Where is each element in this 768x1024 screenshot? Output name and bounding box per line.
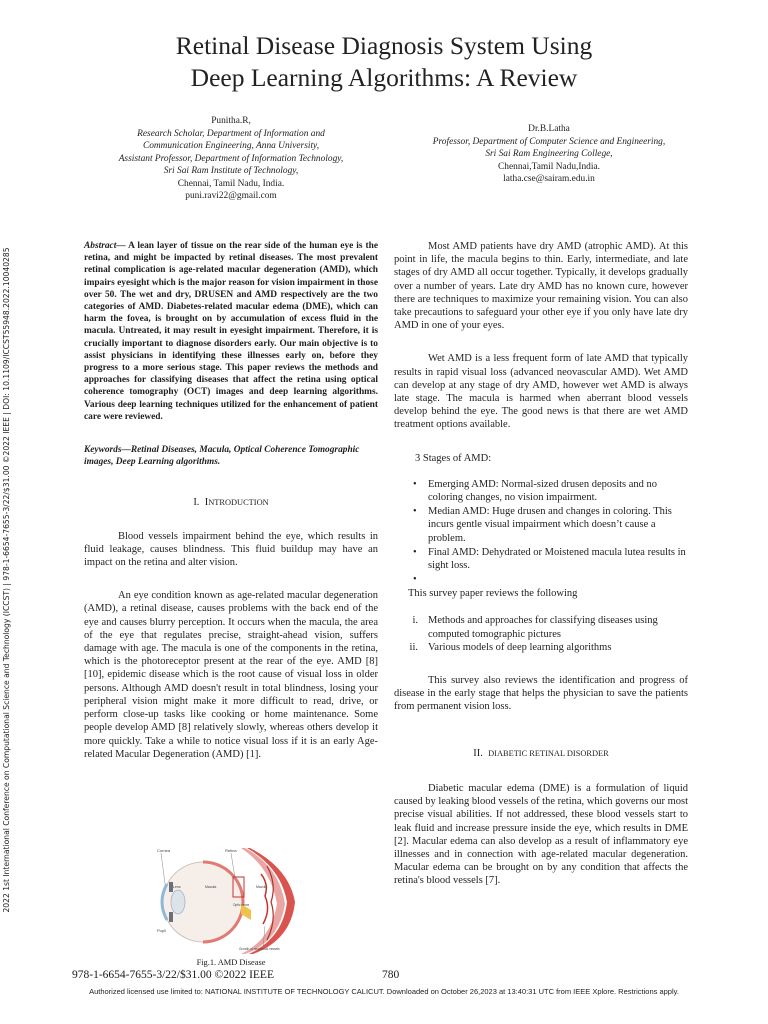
paper-title	[0, 30, 768, 94]
author-right-email: latha.cse@sairam.edu.in	[503, 174, 595, 184]
stage-text-emerging: Emerging AMD: Normal-sized drusen deposits and no coloring changes, no vision impairment.	[428, 478, 658, 504]
footer-isbn: 978-1-6654-7655-3/22/$31.00 ©2022 IEEE	[72, 969, 274, 981]
author-right-affiliation-1: Professor, Department of Computer Science and Engineering,	[432, 136, 666, 147]
license-disclaimer: Authorized licensed use limited to: NATIONAL INSTITUTE OF TECHNOLOGY CALICUT. Downloaded on October 26,2023 at 13:40:31 UTC from IEEE Xplore. Restrictions apply.	[89, 987, 679, 996]
section-heading-diabetic	[394, 747, 688, 760]
author-left-email: puni.ravi22@gmail.com	[185, 191, 277, 201]
author-left-affiliation-4: Sri Sai Ram Institute of Technology,	[163, 166, 299, 176]
label-optic-nerve: Optic nerve	[233, 903, 250, 907]
stage-item-final	[394, 546, 688, 572]
review-item-2-number: ii.	[409, 641, 418, 653]
lens-shape	[171, 890, 185, 914]
label-retina: Retina	[225, 848, 237, 853]
bullet-icon: •	[413, 478, 417, 490]
conference-side-strip	[1, 218, 13, 942]
author-left-affiliation-1: Research Scholar, Department of Information and	[137, 128, 325, 139]
survey-paragraph: This survey also reviews the identification and progress of disease in the early stage that helps the physician to save the patients from permanent vision loss.	[394, 675, 688, 713]
dme-paragraph: Diabetic macular edema (DME) is a formulation of liquid caused by leaking blood vessels of the retina, which governs our most precise visual abilities. If not addressed, these blood vessels start to leak fluid and increase pressure inside the eye, which results in DME [2]. Macular edema can also develop as a result of inflammatory eye illnesses and in connection with age-related macular degeneration. Macular edema can be brought on by any condition that affects the retina's blood vessels [7].	[394, 782, 688, 887]
intro-paragraph-2: An eye condition known as age-related macular degeneration (AMD), a retinal disease, causes problems with the back end of the eye and causes blurry perception. It occurs when the macula, the area of the eye that regulates precise, straight-ahead vision, suffers damage with age. The macula is one of the components in the retina, which is the photoreceptor present at the rear of the eye. AMD [8] [10], epidemic disease which is the root cause of visual loss in older persons. Although AMD doesn't result in total blindness, losing your peripheral vision might make it more difficult to read, drive, or perform close-up tasks like cooking or home maintenance. Some people develop AMD [8] relatively slowly, whereas others develop it more quickly. Take a while to notice visual loss if it is an early Age-related Macular Degeneration (AMD) [1].	[84, 590, 378, 760]
right-column	[394, 240, 688, 888]
author-right	[394, 123, 704, 186]
title-line-1: Retinal Disease Diagnosis System Using	[175, 31, 593, 60]
survey-intro: This survey paper reviews the following	[408, 588, 578, 600]
author-right-affiliation-2: Sri Sai Ram Engineering College,	[485, 149, 613, 159]
review-item-1-text: Methods and approaches for classifying diseases using computed tomographic pictures	[428, 615, 658, 640]
review-item-1	[394, 614, 688, 640]
dry-amd-paragraph: Most AMD patients have dry AMD (atrophic AMD). At this point in life, the macula begins to thin. Early, intermediate, and late stages of dry AMD all occur together. Typically, it develops gradually over a number of years. Late dry AMD has no known cure, however there are techniques to maximize your remaining vision. You can also take precautions to safeguard your other eye if you only have late dry AMD in one of your eyes.	[394, 241, 688, 332]
section-2-numeral: II.	[473, 747, 483, 759]
bullet-icon: •	[413, 546, 417, 558]
label-macula-zoom: Macula	[256, 885, 268, 889]
review-item-2	[394, 641, 688, 654]
author-right-location: Chennai,Tamil Nadu,India.	[498, 161, 600, 172]
label-pupil: Pupil	[157, 928, 166, 933]
title-line-2: Deep Learning Algorithms: A Review	[190, 63, 578, 92]
stages-list	[394, 478, 688, 585]
label-lens: Lens	[173, 885, 181, 889]
stage-item-empty	[394, 573, 688, 585]
stage-text-median: Median AMD: Huge drusen and changes in coloring. This incurs gentle visual impairment which doesn’t cause a problem.	[428, 506, 672, 544]
left-column	[84, 240, 378, 761]
review-item-2-text: Various models of deep learning algorithms	[428, 641, 612, 653]
figure-amd-disease	[153, 844, 297, 956]
stages-intro: 3 Stages of AMD:	[415, 452, 492, 464]
intro-paragraph-1: Blood vessels impairment behind the eye, which results in fluid leakage, causes blindness. This fluid buildup may have an impact on the retina and alter vision.	[84, 530, 378, 569]
figure-caption: Fig.1. AMD Disease	[196, 958, 266, 967]
section-1-title-rest: NTRODUCTION	[208, 498, 269, 508]
keywords: Keywords—Retinal Diseases, Macula, Optical Coherence Tomographic images, Deep Learning algorithms.	[84, 445, 360, 468]
stage-item-median	[394, 505, 688, 545]
author-left	[84, 115, 378, 203]
author-right-name: Dr.B.Latha	[528, 124, 570, 134]
author-left-location: Chennai, Tamil Nadu, India.	[177, 178, 285, 189]
abstract	[84, 240, 378, 423]
iris-bottom	[169, 912, 173, 922]
review-list	[394, 614, 688, 654]
abstract-text: — A lean layer of tissue on the rear side of the human eye is the retina, and might be impacted by retinal diseases. The most prevalent retinal complication is age-related macular degeneration (AMD), which impairs eyesight which is the major reason for vision impairment in those over 50. The wet and dry, DRUSEN and AMD respectively are the two categories of AMD. Diabetes-related macular edema (DME), which can harm the fovea, is brought on by accumulation of excess fluid in the macula. Untreated, it may result in eyesight impairment. Therefore, it is crucially important to diagnose disorders early. Our main objective is to assist physicians in identifying these illnesses early on, before they progress to a more serious stage. This paper reviews the methods and approaches for classifying diseases that affect the retina using optical coherence tomography (OCT) images and deep learning algorithms. Various deep learning techniques utilized for the enhancement of patient care were reviewed.	[84, 241, 378, 422]
wet-amd-paragraph: Wet AMD is a less frequent form of late AMD that typically results in rapid visual loss (advanced neovascular AMD). Wet AMD can develop at any stage of dry AMD, however wet AMD is always late stage. The macula is harmed when aberrant blood vessels develop behind the eye. The good news is that there are wet AMD treatment options available.	[394, 353, 688, 431]
pointer-cornea	[161, 853, 165, 884]
stage-text-final: Final AMD: Dehydrated or Moistened macula lutea results in sight loss.	[428, 546, 686, 572]
blood-vessel-1	[261, 874, 268, 924]
bullet-icon: •	[413, 574, 417, 586]
abstract-label: Abstract	[84, 241, 117, 251]
label-new-vessels: Growth of new blood vessels	[239, 947, 280, 951]
section-1-numeral: I.	[193, 497, 200, 509]
review-item-1-number: i.	[412, 615, 418, 627]
section-heading-introduction	[84, 496, 378, 509]
bullet-icon: •	[413, 506, 417, 518]
section-2-title: DIABETIC RETINAL DISORDER	[488, 748, 609, 758]
author-left-affiliation-2: Communication Engineering, Anna University,	[142, 141, 320, 151]
eye-diagram	[153, 844, 297, 956]
section-1-first-letter: I	[204, 497, 209, 509]
conference-strip-text: 2022 1st International Conference on Computational Science and Technology (ICCST) | 978-1-6654-7655-3/22/$31.00 ©2022 IEEE | DOI: 10.1109/ICCST55948.2022.10040285	[2, 247, 11, 913]
page-number: 780	[382, 969, 400, 981]
author-left-affiliation-3: Assistant Professor, Department of Information Technology,	[118, 153, 344, 164]
label-cornea: Cornea	[157, 848, 171, 853]
stage-item-emerging	[394, 478, 688, 504]
author-left-name: Punitha.R,	[211, 116, 251, 126]
label-macula: Macula	[205, 885, 217, 889]
